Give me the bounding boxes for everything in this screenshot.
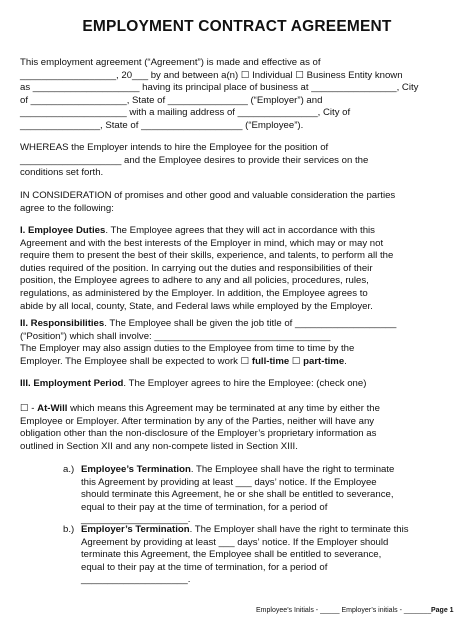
preamble-line: This employment agreement (“Agreement”) is made and effective as of [20, 57, 321, 68]
preamble-line: of __________________, State of _______________ (“Employer”) and [20, 94, 323, 106]
document-title: EMPLOYMENT CONTRACT AGREEMENT [82, 18, 392, 35]
consideration-line: IN CONSIDERATION of promises and other good and valuable consideration the parties [20, 190, 396, 201]
item-line: equal to their pay at the time of termination, for a period of [81, 501, 328, 513]
section-line: Agreement and with the best interests of the Employer in mind, which may or may not [20, 237, 384, 249]
section-line: Employer. The Employee shall be expected to work ☐ [20, 355, 252, 367]
consideration-paragraph [20, 190, 458, 215]
preamble-paragraph [20, 57, 458, 133]
item-line: ____________________. [81, 514, 191, 526]
section-line: abide by all local, county, State, and Federal laws while employed by the Employer. [20, 300, 373, 312]
whereas-line: WHEREAS the Employer intends to hire the Employee for the position of [20, 142, 329, 153]
at-will-text: which means this Agreement may be terminated at any time by either the [67, 403, 380, 414]
section-line: require them to present the best of their skills, experience, and talents, to perform all the [20, 250, 394, 262]
at-will-line: obligation other than the non-disclosure of the Employer’s proprietary information as [20, 428, 377, 440]
initials-line: Employee’s Initials - _____ Employer’s initials - _______ [256, 607, 432, 614]
preamble-line: __________________, 20___ by and between a(n) ☐ Individual ☐ Business Entity known [20, 69, 403, 81]
section-text: . The Employee agrees that they will act in accordance with this [105, 225, 375, 236]
part-time-option: part-time [303, 355, 345, 367]
section-line: duties required of the position. In carrying out the duties and responsibilities of their [20, 262, 373, 274]
item-marker: b.) [63, 524, 75, 535]
item-text: . The Employer shall have the right to terminate this [189, 524, 409, 535]
full-time-option: full-time [251, 355, 290, 367]
section-employment-period [20, 378, 458, 391]
at-will-line: outlined in Section XII and any non-compete listed in Section XIII. [20, 440, 298, 452]
item-line: Agreement by providing at least ___ days’ notice. If the Employer should [81, 536, 389, 548]
preamble-line: as ____________________ having its principal place of business at ________________, City [20, 82, 419, 94]
checkbox-icon: ☐ [289, 355, 304, 367]
consideration-line: agree to the following: [20, 202, 114, 214]
section-line: regulations, as administered by the Employer. In addition, the Employee agrees to [20, 287, 368, 299]
preamble-line: _______________, State of ___________________ (“Employee”). [20, 119, 304, 131]
employee-termination-item [81, 464, 461, 527]
item-line: ____________________. [81, 574, 191, 586]
at-will-line: Employee or Employer. After termination by any of the Parties, neither will have any [20, 415, 375, 427]
item-heading: Employer’s Termination [81, 524, 190, 535]
item-line: this Agreement by providing at least ___ days’ notice. If the Employee [81, 476, 377, 488]
whereas-line: conditions set forth. [20, 167, 104, 179]
section-responsibilities: II. Responsibilities. The Employee shall be given the job title of ___________________ (“Position”) which shall involve: _________________________________ The Employer may also assign duties to the Employee from time to time by the Employer. The Employee shall be expected to work ☐ full-time ☐ part-time. [20, 318, 458, 368]
at-will-paragraph [20, 403, 458, 453]
item-text: . The Employee shall have the right to terminate [190, 464, 395, 475]
item-marker: a.) [63, 464, 75, 475]
preamble-line: ____________________ with a mailing address of _______________, City of [20, 107, 351, 119]
item-line: equal to their pay at the time of termination, for a period of [81, 561, 328, 573]
section-heading: II. Responsibilities [20, 318, 105, 329]
section-text: . The Employer agrees to hire the Employee: (check one) [123, 378, 367, 389]
at-will-label: At-Will [37, 403, 68, 414]
item-line: terminate this Agreement, the Employee shall be entitled to severance, [81, 549, 382, 561]
section-heading: I. Employee Duties [20, 225, 106, 236]
page-number: Page 1 [431, 607, 454, 614]
employer-termination-item [81, 524, 461, 587]
section-text: . The Employee shall be given the job title of ___________________ [104, 318, 397, 329]
checkbox-icon: ☐ - [20, 403, 38, 414]
whereas-paragraph [20, 142, 458, 180]
section-line: position, the Employee agrees to adhere to any and all policies, procedures, rules, [20, 275, 369, 287]
section-line: (“Position”) which shall involve: _________________________________ [20, 330, 331, 342]
section-heading: III. Employment Period [20, 378, 124, 389]
whereas-line: ___________________ and the Employee desires to provide their services on the [20, 154, 369, 166]
section-employee-duties [20, 225, 458, 313]
section-line: The Employer may also assign duties to the Employee from time to time by the [20, 343, 355, 355]
item-line: should terminate this Agreement, he or she shall be entitled to severance, [81, 489, 394, 501]
item-heading: Employee’s Termination [81, 464, 191, 475]
